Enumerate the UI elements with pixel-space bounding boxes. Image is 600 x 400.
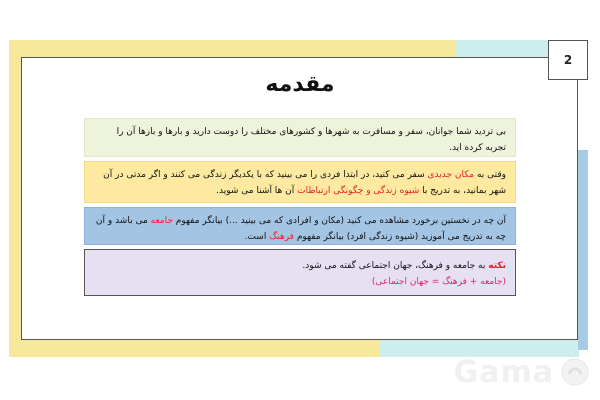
intro-box-new-place [84,161,516,203]
box2-text-1: وقتی به [474,170,506,180]
box2-text-2: سفر می کنید، در ابتدا فردی را می بینید که با یکدیگر زندگی می کنند و اگر مدتی در آن شهر بمانید، به تدریج با [103,170,506,196]
box2-highlight-new-place: مکان جدیدی [427,170,475,180]
box1-text: بی تردید شما جوانان، سفر و مسافرت به شهرها و کشورهای مختلف را دوست دارید و بارها و بارها آن را تجربه کرده اید. [116,127,506,153]
intro-box-travel [84,118,516,157]
box2-highlight-lifestyle: شیوه زندگی و چگونگی ارتباطات [297,186,420,196]
note-formula: (جامعه + فرهنگ = جهان اجتماعی) [371,277,506,287]
page-number: 2 [548,40,588,80]
box3-highlight-culture: فرهنگ [269,232,294,242]
box3-text-3: است. [244,232,270,242]
box2-text-3: آن ها آشنا می شوید. [216,186,298,196]
intro-box-society-culture [84,207,516,245]
box3-highlight-society: جامعه [150,216,173,226]
frame-bar-bottom-yellow [9,340,379,357]
frame-bar-top-yellow [9,40,455,58]
box3-text-1: آن چه در نخستین برخورد مشاهده می کنید (مکان و افرادی که می بینید ...) بیانگر مفهوم [172,216,506,226]
frame-bar-top-teal [455,40,548,58]
frame-bar-right-blue [578,150,588,350]
watermark [430,352,590,392]
slide-title: مقدمه [265,72,335,97]
gama-logo-icon [560,357,590,387]
note-label: نکته [488,261,506,271]
box3-text-2: می باشد و آن چه به تدریج می آموزید (شیوه زندگی افرد) بیانگر مفهوم [95,216,506,242]
note-text: به جامعه و فرهنگ، جهان اجتماعی گفته می شود. [302,261,489,271]
note-box [84,249,516,296]
note-line [94,258,506,274]
watermark-text: Gama [453,354,554,390]
frame-bar-left-yellow [9,40,21,350]
